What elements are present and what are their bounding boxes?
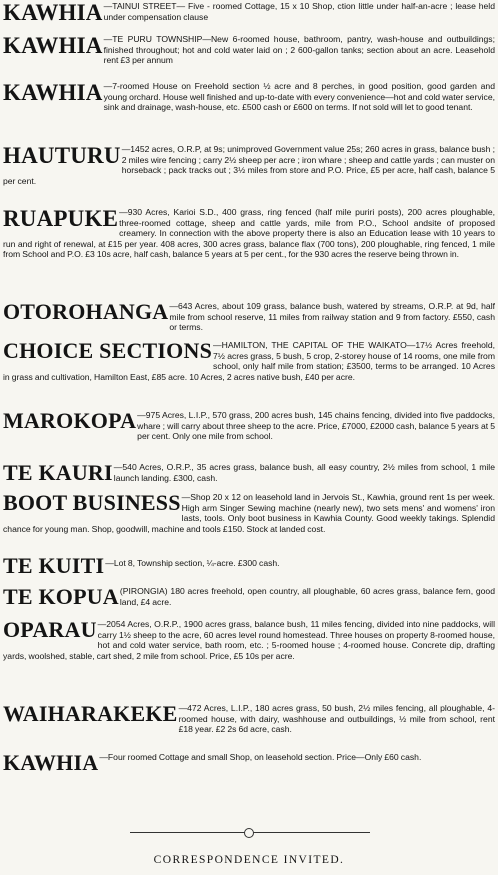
listing-kawhia-cottage-shop	[3, 752, 495, 788]
listing-description: —Shop 20 x 12 on leasehold land in Jervois St., Kawhia, ground rent 1s per week. High arm Singer Sewing machine (nearly new), two sets mens' and womens' iron lasts, tools. Only boot business in Kawhia County. Good weekly takings. Splendid chance for young man. Shop, goodwill, machine and tools £150. Stock at landed cost.	[3, 492, 495, 534]
listing-te-kauri	[3, 462, 495, 492]
listing-heading: KAWHIA	[3, 1, 103, 25]
listing-description: —Four roomed Cottage and small Shop, on leasehold section. Price—Only £60 cash.	[99, 752, 422, 762]
listing-ruapuke	[3, 207, 495, 301]
listing-kawhia-freehold-house	[3, 81, 495, 144]
listing-heading: OTOROHANGA	[3, 301, 169, 324]
listing-description: —TAINUI STREET— Five - roomed Cottage, 15 x 10 Shop, ction little under half-an-acre ; lease held under compensation clause	[103, 1, 495, 22]
listing-hauturu	[3, 144, 495, 207]
listing-description: —7-roomed House on Freehold section ½ acre and 8 perches, in good position, good garden and young orchard. House well finished and up-to-date with every convenience—hot and cold water service, sink and drainage, wash-house, etc. £500 cash or £600 on terms. If not sold will let to good tenant.	[103, 81, 495, 113]
listing-description: (PIRONGIA) 180 acres freehold, open country, all ploughable, 60 acres grass, balance fern, good land, £4 acre.	[119, 586, 495, 607]
listing-heading: RUAPUKE	[3, 207, 119, 231]
listing-boot-business	[3, 492, 495, 555]
listing-description: —HAMILTON, THE CAPITAL OF THE WAIKATO—17½ Acres freehold, 7½ acres grass, 5 bush, 5 crop, 2-storey house of 14 rooms, one mile from school, only half mile from station; £3500, terms to be arranged. 10 Acres in grass and cultivation, Hamilton East, £85 acre. 10 Acres, 2 acres native bush, £40 per acre.	[3, 340, 495, 382]
listing-heading: CHOICE SECTIONS	[3, 340, 213, 363]
listing-heading: OPARAU	[3, 619, 97, 642]
listing-heading: TE KUITI	[3, 555, 105, 578]
listing-otorohanga	[3, 301, 495, 340]
listing-description: —930 Acres, Karioi S.D., 400 grass, ring fenced (half mile puriri posts), 200 acres ploughable, three-roomed cottage, sheep and cattle yards, mile from P.O., School andsite of proposed creamery. In connection with the above property there is also an Education lease with 10 years to run and right of renewal, at £15 per year. 408 acres, 300 acres grass, balance flax (700 tons), 200 ploughable, ring fenced, 1 mile from School and P.O. £3 10s acre, half cash, balance 5 years at 5 per cent., for the 930 acres the reserve being thrown in.	[3, 207, 495, 260]
listing-heading: TE KOPUA	[3, 586, 119, 609]
listing-waiharakeke	[3, 703, 495, 752]
listing-description: —2054 Acres, O.R.P., 1900 acres grass, balance bush, 11 miles fencing, divided into nine paddocks, will carry 1½ sheep to the acre, 60 acres level round homestead. Three houses on property 8-roomed house, hot and cold water service, bath room, etc. ; 5-roomed house ; 4-roomed house. Concrete dip, drafting yards, woolshed, stable, cart shed, 2 mile from school. Price, £5 10s per acre.	[3, 619, 495, 661]
listing-heading: MAROKOPA	[3, 410, 137, 433]
listing-kawhia-tainui-street	[3, 1, 495, 34]
listing-description: —1452 acres, O.R.P, at 9s; unimproved Government value 25s; 260 acres in grass, balance bush ; 2 miles wire fencing ; carry 2½ sheep per acre ; iron whare ; sheep and cattle yards ; can muster on horseback ; pack tracks out ; 3½ miles from store and P.O. Price, £5 per acre, half cash, balance 5 per cent.	[3, 144, 495, 186]
footer-text: CORRESPONDENCE INVITED.	[153, 854, 345, 866]
listing-heading: TE KAURI	[3, 462, 113, 485]
listing-heading: KAWHIA	[3, 752, 99, 775]
listing-description: —Lot 8, Township section, ¼-acre. £300 cash.	[105, 558, 280, 568]
listing-heading: KAWHIA	[3, 34, 103, 58]
listing-heading: KAWHIA	[3, 81, 103, 105]
divider-ornament	[244, 828, 254, 838]
listing-description: —643 Acres, about 109 grass, balance bush, watered by streams, O.R.P. at 9d, half mile from school reserve, 11 miles from railway station and 9 from factory. £550, cash or terms.	[169, 301, 495, 333]
listing-heading: HAUTURU	[3, 144, 121, 168]
listing-description: —472 Acres, L.I.P., 180 acres grass, 50 bush, 2½ miles fencing, all ploughable, 4-roomed house, with dairy, washhouse and outbuildings, ½ mile from school, rent £18 year. £2 2s 6d acre, cash.	[178, 703, 495, 735]
listing-heading: WAIHARAKEKE	[3, 703, 178, 726]
listing-oparau	[3, 619, 495, 703]
listing-marokopa	[3, 410, 495, 462]
listing-kawhia-te-puru	[3, 34, 495, 81]
listing-te-kuiti	[3, 555, 495, 586]
listing-description: —540 Acres, O.R.P., 35 acres grass, balance bush, all easy country, 2½ miles from school, 1 mile launch landing. £300, cash.	[113, 462, 495, 483]
listing-description: —975 Acres, L.I.P., 570 grass, 200 acres bush, 145 chains fencing, divided into five paddocks, whare ; will carry about three sheep to the acre. Price, £7000, £2000 cash, balance 5 years at 5 per cent. Only one mile from school.	[137, 410, 495, 442]
listing-choice-sections	[3, 340, 495, 410]
listing-description: —TE PURU TOWNSHIP—New 6-roomed house, bathroom, pantry, wash-house and outbuildings; finished throughout; hot and cold water laid on ; 2 600-gallon tanks; section about an acre. Leasehold rent £3 per annum	[103, 34, 495, 66]
listing-te-kopua	[3, 586, 495, 619]
listing-heading: BOOT BUSINESS	[3, 492, 181, 515]
